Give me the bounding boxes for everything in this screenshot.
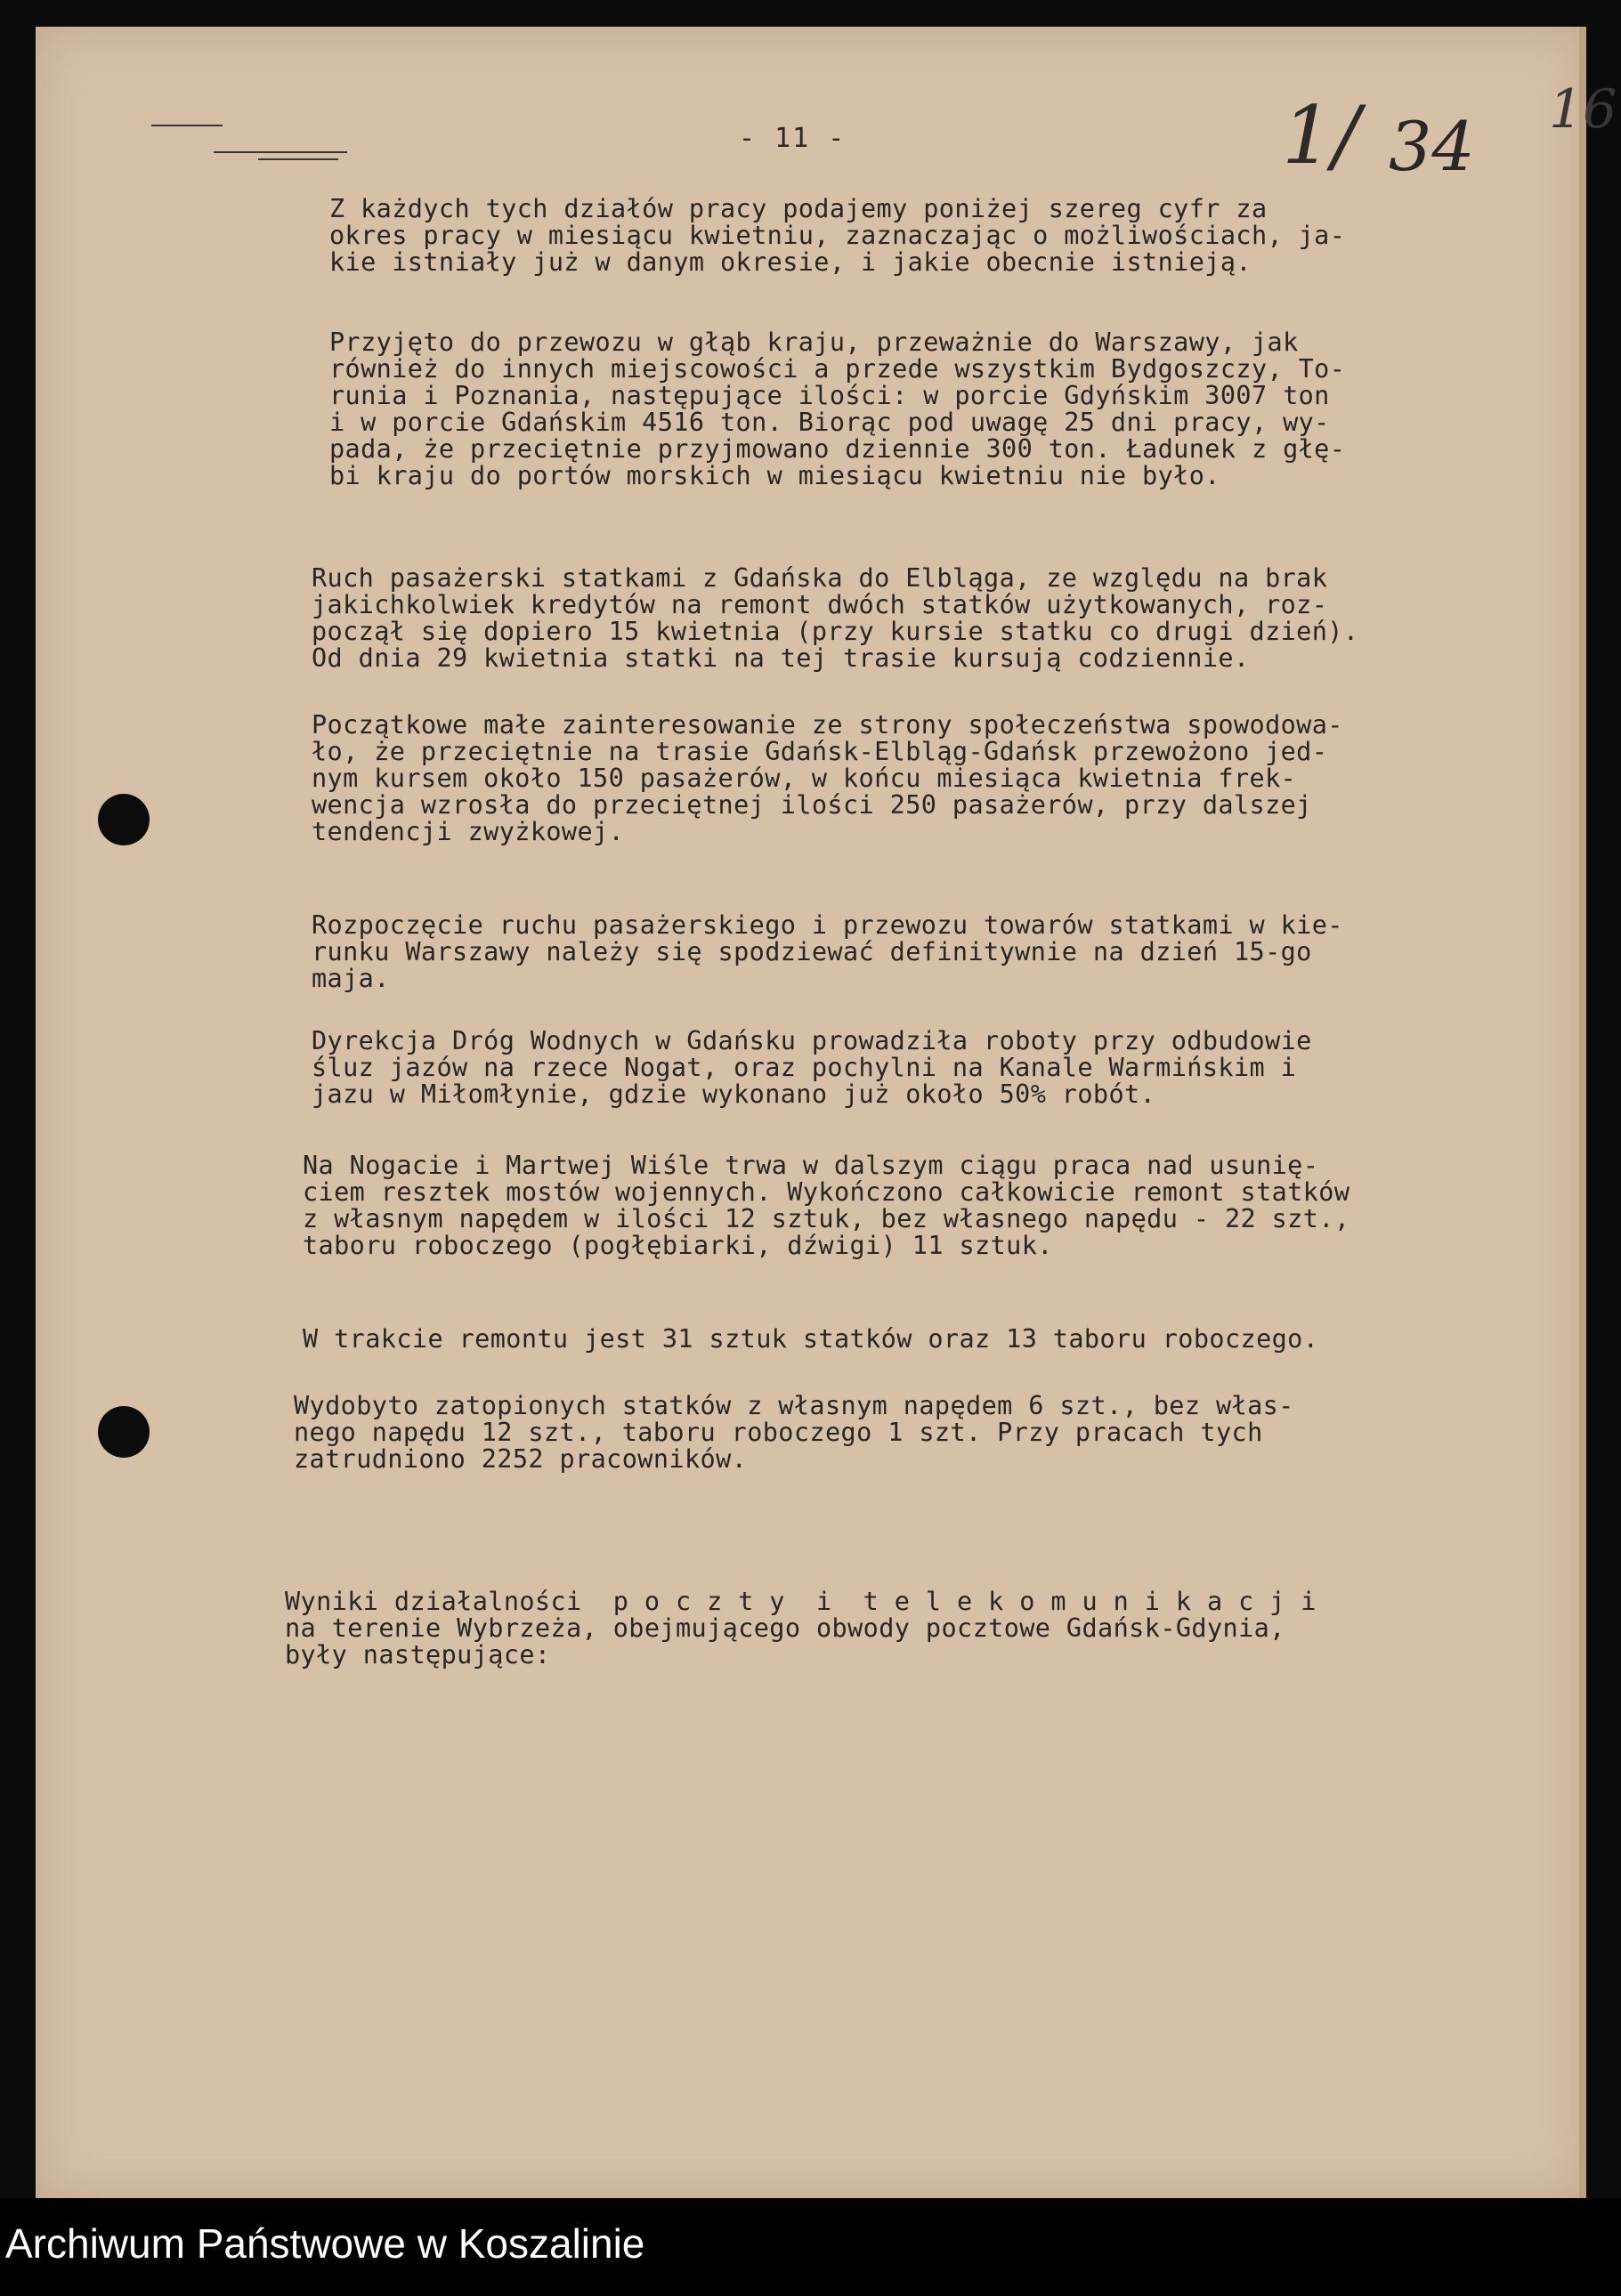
paragraph-intro: Z każdych tych działów pracy podajemy poniżej szereg cyfr za okres pracy w miesiącu kwietniu, zaznaczając o możliwościach, ja- kie istniały już w danym okresie, i jakie obecnie istnieją. [329,194,1346,277]
margin-mark [151,125,223,126]
paragraph-salvage: Wydobyto zatopionych statków z własnym napędem 6 szt., bez włas- nego napędu 12 szt., taboru roboczego 1 szt. Przy pracach tych zatrudniono 2252 pracowników. [294,1391,1294,1474]
handwritten-folio-number-alt: 16 [1549,78,1617,141]
paragraph-waterways-directorate: Dyrekcja Dróg Wodnych w Gdańsku prowadziła roboty przy odbudowie śluz jazów na rzece Nogat, oraz pochylni na Kanale Warmińskim i jazu w Miłomłynie, gdzie wykonano już około 50% robót. [312,1026,1312,1109]
paragraph-bridge-removal: Na Nogacie i Martwej Wiśle trwa w dalszym ciągu praca nad usunię- ciem resztek mostów wojennych. Wykończono całkowicie remont statków z własnym napędem w ilości 12 sztuk, bez własnego napędu - 22 szt., taboru roboczego (pogłębiarki, dźwigi) 11 sztuk. [303,1151,1350,1260]
margin-mark [214,151,347,153]
page-number: - 11 - [739,123,847,154]
paragraph-passenger-interest: Początkowe małe zainteresowanie ze strony społeczeństwa spowodowa- ło, że przeciętnie na trasie Gdańsk-Elbląg-Gdańsk przewożono jed- nym kursem około 150 pasażerów, w końcu miesiąca kwietnia frek- wencja wzrosła do przeciętnej ilości 250 pasażerów, przy dalszej tendencji zwyżkowej. [312,710,1343,846]
margin-mark [258,158,338,160]
punch-hole [98,1406,150,1458]
paragraph-post-telecom: Wyniki działalności p o c z t y i t e l e k o m u n i k a c j i na terenie Wybrzeża, obejmującego obwody pocztowe Gdańsk-Gdynia, były następujące: [285,1587,1317,1669]
handwritten-folio-number: 34 [1389,107,1475,186]
paragraph-passenger-traffic: Ruch pasażerski statkami z Gdańska do Elbląga, ze względu na brak jakichkolwiek kredytów na remont dwóch statków użytkowanych, roz- począł się dopiero 15 kwietnia (przy kursie statku co drugi dzień). Od dnia 29 kwietnia statki na tej trasie kursują codziennie. [312,563,1359,673]
paragraph-warsaw-route: Rozpoczęcie ruchu pasażerskiego i przewozu towarów statkami w kie- runku Warszawy należy się spodziewać definitywnie na dzień 15-go maja. [312,910,1343,993]
paragraph-repairs: W trakcie remontu jest 31 sztuk statków oraz 13 taboru roboczego. [303,1324,1319,1354]
handwritten-strike-mark: 1/ [1282,89,1360,182]
punch-hole [98,794,150,845]
page-edge [1579,27,1586,2198]
document-page [36,27,1617,2198]
archive-name: Archiwum Państwowe w Koszalinie [5,2220,645,2267]
archive-footer [0,2198,1621,2296]
paragraph-cargo-transport: Przyjęto do przewozu w głąb kraju, przeważnie do Warszawy, jak również do innych miejscowości a przede wszystkim Bydgoszczy, To- runia i Poznania, następujące ilości: w porcie Gdyńskim 3007 ton i w porcie Gdańskim 4516 ton. Biorąc pod uwagę 25 dni pracy, wy- pada, że przeciętnie przyjmowano dziennie 300 ton. Ładunek z głę- bi kraju do portów morskich w miesiącu kwietniu nie było. [329,327,1346,490]
